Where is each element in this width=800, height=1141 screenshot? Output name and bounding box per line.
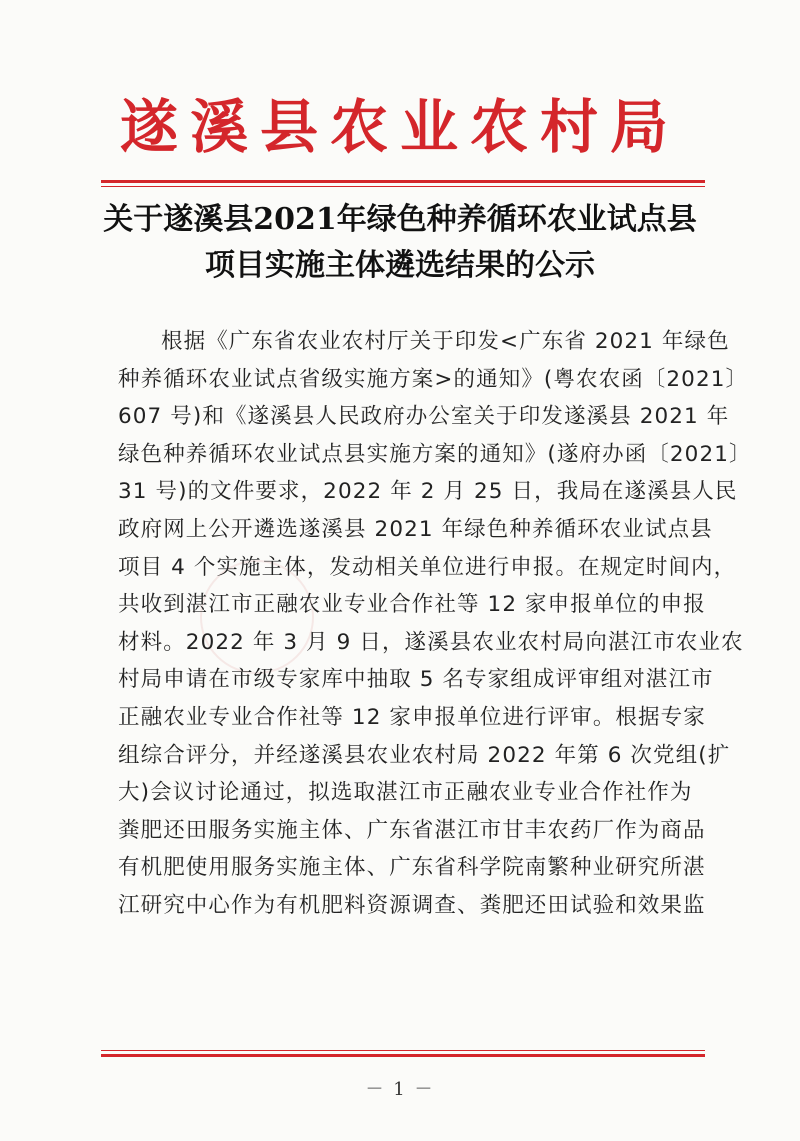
issuing-organization-header: 遂溪县农业农村局 <box>119 93 680 161</box>
body-line: 江研究中心作为有机肥料资源调查、粪肥还田试验和效果监 <box>118 892 706 918</box>
body-paragraph <box>118 323 752 925</box>
body-line: 村局申请在市级专家库中抽取 5 名专家组成评审组对湛江市 <box>118 667 714 693</box>
body-line: 共收到湛江市正融农业专业合作社等 12 家申报单位的申报 <box>118 592 706 618</box>
body-line: 大)会议讨论通过，拟选取湛江市正融农业专业合作社作为 <box>118 780 693 806</box>
header-red-rule-thin <box>101 186 705 187</box>
header-red-rule-thick <box>101 180 705 183</box>
body-line: 项目 4 个实施主体，发动相关单位进行申报。在规定时间内， <box>118 554 737 580</box>
body-line: 根据《广东省农业农村厅关于印发<广东省 2021 年绿色 <box>161 329 730 354</box>
footer-red-rule-thin <box>101 1050 705 1051</box>
body-line: 组综合评分，并经遂溪县农业农村局 2022 年第 6 次党组(扩 <box>118 742 731 768</box>
body-line: 材料。2022 年 3 月 9 日，遂溪县农业农村局向湛江市农业农 <box>118 629 744 655</box>
body-line: 粪肥还田服务实施主体、广东省湛江市甘丰农药厂作为商品 <box>118 817 706 843</box>
footer-red-rule-thick <box>101 1054 705 1057</box>
body-line: 31 号)的文件要求，2022 年 2 月 25 日，我局在遂溪县人民 <box>118 479 738 505</box>
document-title <box>60 197 740 289</box>
body-line: 有机肥使用服务实施主体、广东省科学院南繁种业研究所湛 <box>118 855 706 881</box>
title-line-2: 项目实施主体遴选结果的公示 <box>205 248 595 283</box>
body-line: 种养循环农业试点省级实施方案>的通知》(粤农农函〔2021〕 <box>118 366 749 392</box>
page-number: － 1 － <box>365 1079 435 1100</box>
body-line: 607 号)和《遂溪县人民政府办公室关于印发遂溪县 2021 年 <box>118 404 730 430</box>
title-line-1: 关于遂溪县2021年绿色种养循环农业试点县 <box>103 202 697 237</box>
body-line: 政府网上公开遴选遂溪县 2021 年绿色种养循环农业试点县 <box>118 516 713 542</box>
body-line: 正融农业专业合作社等 12 家申报单位进行评审。根据专家 <box>118 704 706 730</box>
body-line: 绿色种养循环农业试点县实施方案的通知》(遂府办函〔2021〕 <box>118 441 752 467</box>
